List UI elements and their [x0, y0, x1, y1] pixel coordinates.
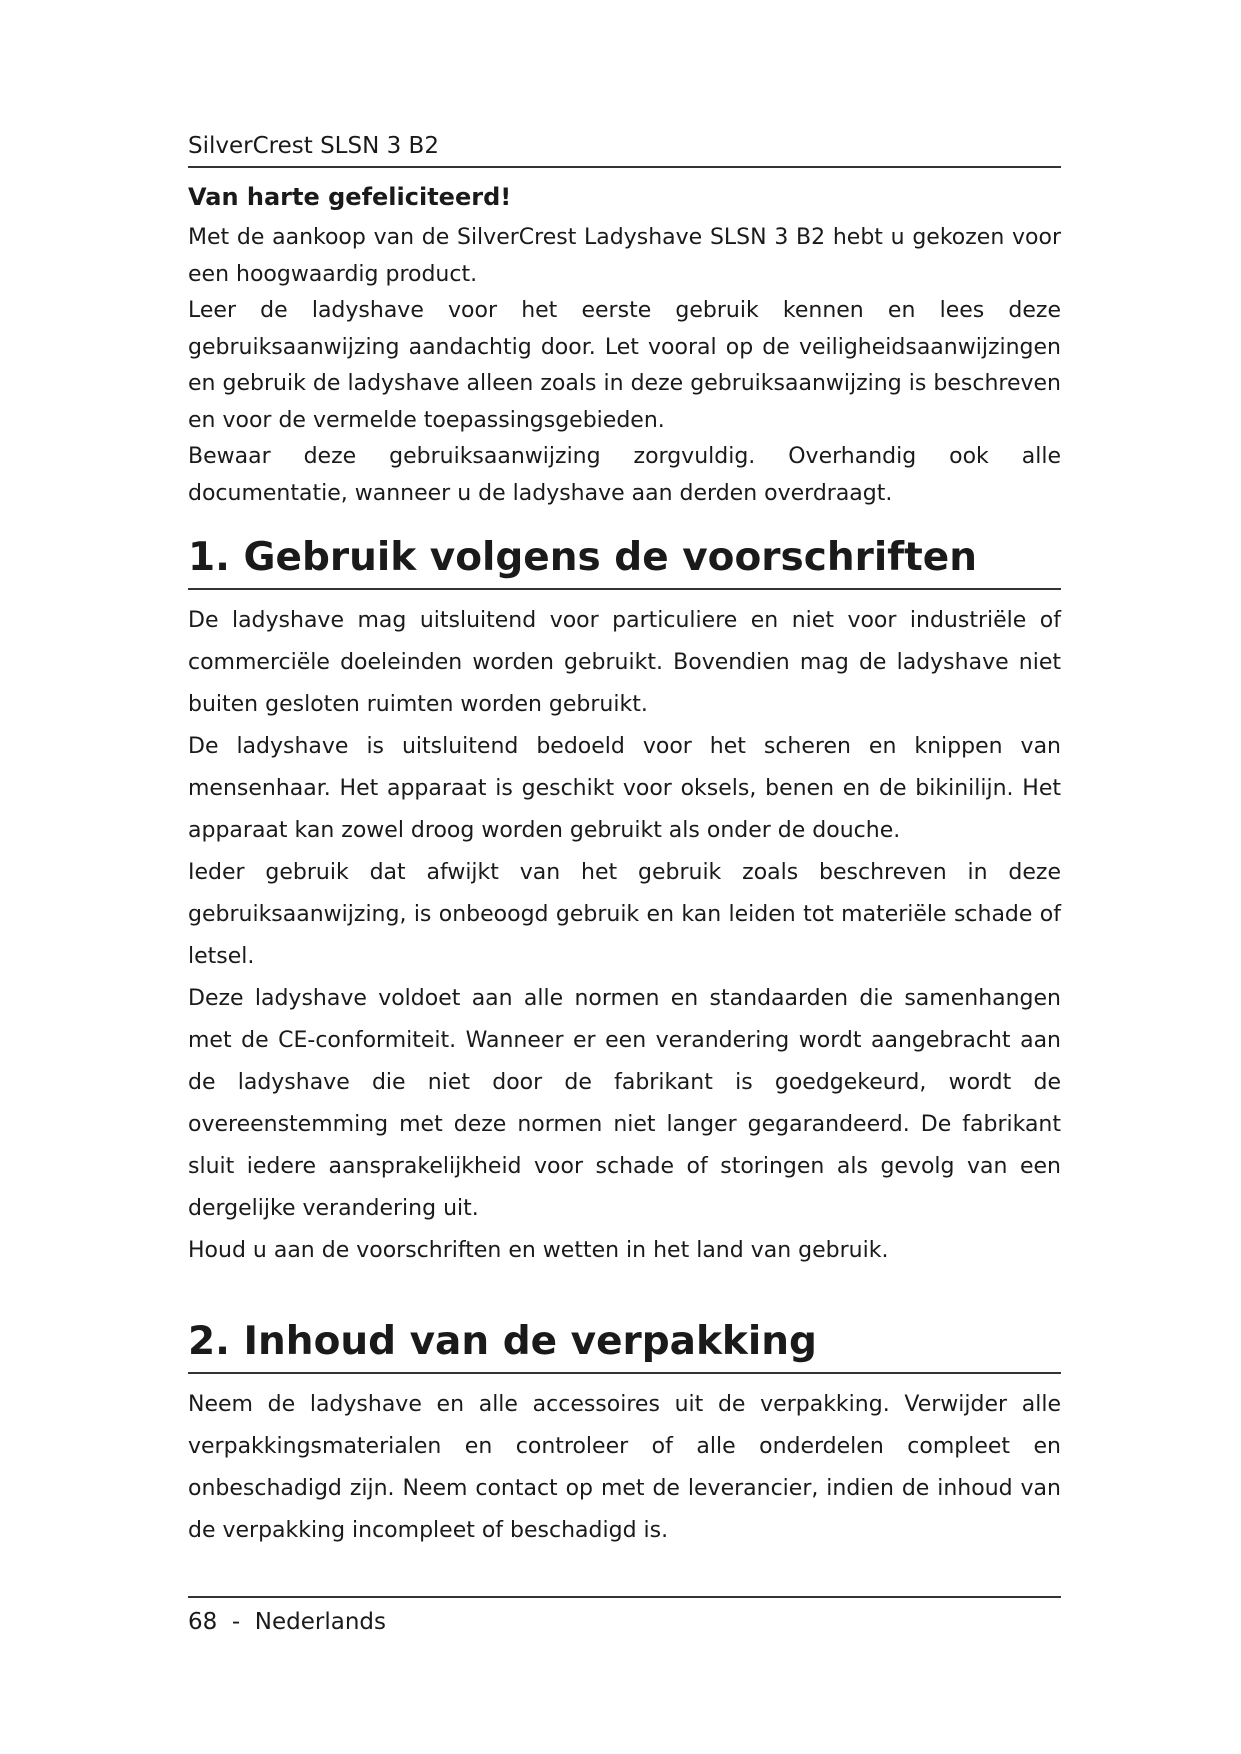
document-page: [188, 130, 1061, 1552]
intro-paragraph: Bewaar deze gebruiksaanwijzing zorgvuldig. Overhandig ook alle documentatie, wanneer u de ladyshave aan derden overdraagt.: [188, 444, 1061, 506]
section-paragraph: Deze ladyshave voldoet aan alle normen en standaarden die samenhangen met de CE-conformiteit. Wanneer er een verandering wordt aangebracht aan de ladyshave die niet door de fabrikant is goedgekeurd, wordt de overeenstemming met deze normen niet langer gegarandeerd. De fabrikant sluit iedere aansprakelijkheid voor schade of storingen als gevolg van een dergelijke verandering uit.: [188, 986, 1061, 1221]
intro-paragraph: Met de aankoop van de SilverCrest Ladyshave SLSN 3 B2 hebt u gekozen voor een hoogwaardig product.: [188, 225, 1061, 287]
running-header: SilverCrest SLSN 3 B2: [188, 130, 1061, 168]
intro-paragraph: Leer de ladyshave voor het eerste gebruik kennen en lees deze gebruiksaanwijzing aandachtig door. Let vooral op de veiligheidsaanwijzingen en gebruik de ladyshave alleen zoals in deze gebruiksaanwijzing is beschreven en voor de vermelde toepassingsgebieden.: [188, 298, 1061, 433]
section-title-intended-use: 1. Gebruik volgens de voorschriften: [188, 534, 1061, 590]
page-footer: [188, 1596, 1061, 1638]
page-number-label: 68 - Nederlands: [188, 1609, 387, 1635]
section-package-contents: [188, 1384, 1061, 1552]
section-title-package-contents: 2. Inhoud van de verpakking: [188, 1318, 1061, 1374]
section-paragraph: De ladyshave is uitsluitend bedoeld voor het scheren en knippen van mensenhaar. Het apparaat is geschikt voor oksels, benen en de bikinilijn. Het apparaat kan zowel droog worden gebruikt als onder de douche.: [188, 734, 1061, 843]
section-paragraph: De ladyshave mag uitsluitend voor particuliere en niet voor industriële of commerciële doeleinden worden gebruikt. Bovendien mag de ladyshave niet buiten gesloten ruimten worden gebruikt.: [188, 608, 1061, 717]
section-paragraph: Neem de ladyshave en alle accessoires uit de verpakking. Verwijder alle verpakkingsmaterialen en controleer of alle onderdelen compleet en onbeschadigd zijn. Neem contact op met de leverancier, indien de inhoud van de verpakking incompleet of beschadigd is.: [188, 1392, 1061, 1543]
section-paragraph: Houd u aan de voorschriften en wetten in het land van gebruik.: [188, 1238, 889, 1263]
congratulations-heading: Van harte gefeliciteerd!: [188, 183, 512, 211]
section-intended-use: [188, 600, 1061, 1272]
section-paragraph: Ieder gebruik dat afwijkt van het gebruik zoals beschreven in deze gebruiksaanwijzing, is onbeoogd gebruik en kan leiden tot materiële schade of letsel.: [188, 860, 1061, 969]
intro-block: [188, 182, 1061, 512]
